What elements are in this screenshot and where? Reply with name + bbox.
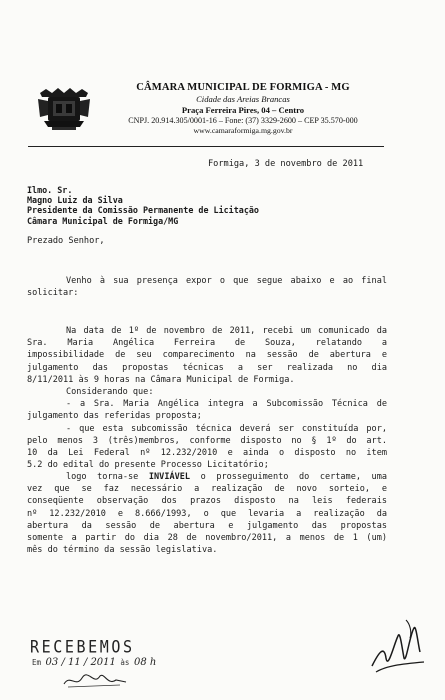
signature-icon	[366, 614, 428, 680]
conclusion-line: somente a partir do dia 28 de novembro/2011, a menos de 1 (um)	[27, 533, 387, 544]
considering-line: 5.2 do edital do presente Processo Licitatório;	[27, 460, 269, 471]
stamp-title: RECEBEMOS	[30, 636, 135, 658]
letterhead-divider	[28, 146, 384, 147]
conclusion-line: vez que se faz necessário a realização de novo sorteio, e	[27, 484, 387, 495]
addressee-title: Ilmo. Sr.	[27, 185, 73, 195]
conclusion-line: mês do término da sessão legislativa.	[27, 545, 218, 556]
addressee-org: Câmara Municipal de Formiga/MG	[27, 215, 179, 226]
date-line: Formiga, 3 de novembro de 2011	[208, 159, 364, 169]
institution-name: CÂMARA MUNICIPAL DE FORMIGA - MG	[136, 82, 350, 93]
institution-contacts: CNPJ. 20.914.305/0001-16 – Fone: (37) 3329-2600 – CEP 35.570-000	[128, 116, 358, 125]
coat-of-arms-icon	[36, 83, 92, 131]
conclusion-text: logo torna-se	[66, 472, 149, 482]
conclusion-line: nº 12.232/2010 e 8.666/1993, o que levaria a realização da	[27, 508, 387, 519]
stamp-date-prefix: Em	[32, 658, 42, 667]
conclusion-line: abertura da sessão de abertura e julgamento das propostas	[27, 520, 387, 531]
considering-lead: Considerando que:	[66, 387, 154, 397]
intro-paragraph	[27, 275, 387, 299]
greeting: Prezado Senhor,	[27, 236, 105, 246]
paragraph-line: Na data de 1º de novembro de 2011, recebi um comunicado da	[66, 326, 387, 336]
inviable-emphasis: INVIÁVEL	[148, 472, 191, 482]
considering-line: - a Sra. Maria Angélica integra a Subcomissão Técnica de	[66, 399, 387, 410]
paragraph-line: julgamento das propostas técnicas a ser realizada no dia	[27, 362, 387, 373]
considering-section	[27, 386, 387, 471]
paragraph-line: Sra. Maria Angélica Ferreira de Souza, relatando a	[27, 338, 387, 349]
conclusion-paragraph	[27, 471, 387, 556]
stamp-date-row	[32, 657, 156, 668]
stamp-time-handwritten: 08 h	[133, 657, 157, 668]
considering-line: julgamento das referidas proposta;	[27, 411, 202, 422]
paragraph-communication	[27, 325, 387, 386]
addressee-block	[27, 185, 259, 226]
conclusion-text: o prosseguimento do certame, uma	[190, 472, 387, 482]
addressee-name: Magno Luiz da Silva	[27, 195, 123, 206]
considering-line: pelo menos 3 (três)membros, conforme disposto no § 1º do art.	[27, 435, 387, 446]
letterhead	[98, 82, 388, 135]
considering-line: 10 da Lei Federal nº 12.232/2010 e ainda o disposto no item	[27, 448, 387, 459]
intro-line: solicitar:	[27, 288, 79, 299]
stamp-signature-icon	[60, 670, 130, 690]
intro-line: Venho à sua presença expor o que segue abaixo e ao final	[66, 276, 387, 286]
stamp-date-handwritten: 03 / 11 / 2011	[45, 657, 116, 668]
institution-address: Praça Ferreira Pires, 04 – Centro	[181, 105, 305, 115]
conclusion-line: conseqüente observação dos prazos disposto na leis federais	[27, 496, 387, 507]
institution-motto: Cidade das Areias Brancas	[196, 94, 290, 104]
stamp-time-prefix: às	[120, 658, 130, 667]
institution-website: www.camaraformiga.mg.gov.br	[193, 126, 293, 135]
conclusion-line	[27, 471, 387, 483]
addressee-role: Presidente da Comissão Permanente de Licitação	[27, 205, 259, 216]
received-stamp	[30, 638, 230, 688]
paragraph-line: impossibilidade de seu comparecimento na sessão de abertura e	[27, 350, 387, 361]
considering-line: - que esta subcomissão técnica deverá ser constituída por,	[66, 423, 387, 434]
paragraph-line: 8/11/2011 às 9 horas na Câmara Municipal de Formiga.	[27, 374, 295, 385]
